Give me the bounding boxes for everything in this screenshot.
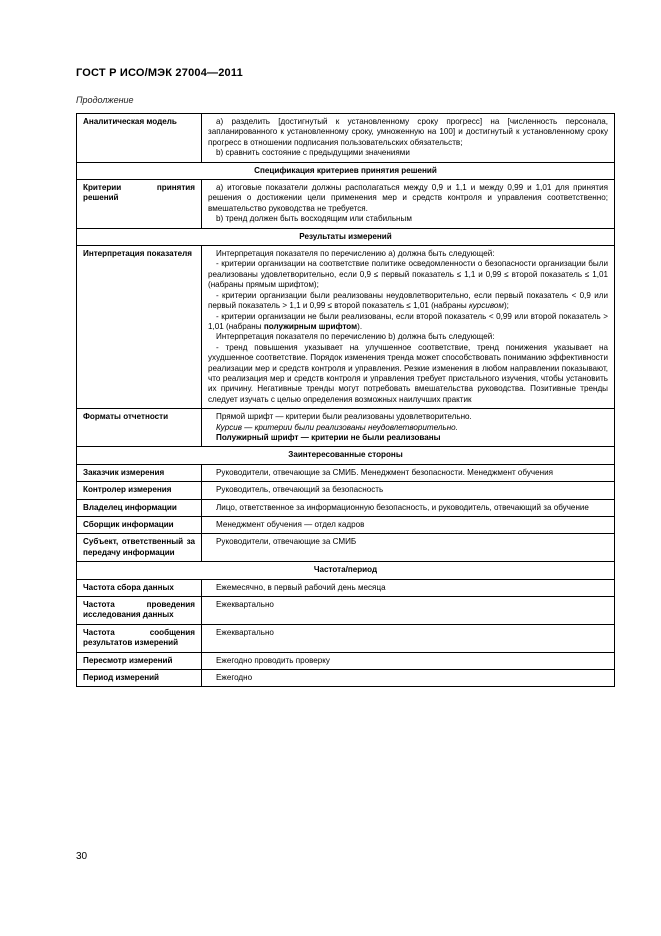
row-label-reporting-formats: Форматы отчетности (77, 409, 202, 447)
section-row (77, 562, 615, 579)
table-row (77, 670, 615, 687)
cell-text: Руководители, отвечающие за СМИБ. Менеджмент безопасности. Менеджмент обучения (216, 467, 553, 477)
table-row (77, 579, 615, 596)
row-label-decision-criteria: Критерии принятия решений (77, 180, 202, 229)
section-row (77, 228, 615, 245)
interpretation-paragraph: - критерии организации на соответствие политике осведомленности о безопасности организации были реализованы удовлетворительно, если 0,9 ≤ первый показатель ≤ 1,1 и 0,99 ≤ второй показатель ≤ 1,01 (набраны прямым шрифтом); (208, 259, 608, 290)
interpretation-text: курсивом (468, 301, 504, 311)
format-line-italic: Курсив — критерии были реализованы неудовлетворительно. (216, 422, 458, 432)
section-heading-results: Результаты измерений (77, 228, 615, 245)
row-value-measurement-revision (202, 652, 615, 669)
document-header: ГОСТ Р ИСО/МЭК 27004—2011 (76, 67, 243, 79)
row-label-measurement-revision: Пересмотр измерений (77, 652, 202, 669)
row-value-analysis-frequency (202, 597, 615, 625)
row-value-communicator (202, 534, 615, 562)
interpretation-paragraph: - тренд повышения указывает на улучшенное соответствие, тренд понижения указывает на ухудшенное соответствие. Порядок изменения тренда может способствовать пониманию эффективности реализации мер и средств контроля и управления. Резкие изменения в любом направлении показывают, что реализация мер и средств контроля и управления требует пристального изучения, чтобы установить их причину. Негативные тренды могут потребовать вмешательства руководства. Позитивные тренды следует изучать с целью определения возможных наилучших практик (208, 342, 608, 404)
page-number: 30 (76, 851, 88, 862)
row-label-communicator: Субъект, ответственный за передачу информации (77, 534, 202, 562)
section-heading-decision: Спецификация критериев принятия решений (77, 162, 615, 179)
format-line-regular: Прямой шрифт — критерии были реализованы удовлетворительно. (216, 412, 472, 422)
row-label-measurement-reviewer: Контролер измерения (77, 482, 202, 499)
row-label-collection-frequency: Частота сбора данных (77, 579, 202, 596)
cell-text: Руководитель, отвечающий за безопасность (216, 485, 384, 495)
row-value-measurement-period (202, 670, 615, 687)
cell-text: Руководители, отвечающие за СМИБ (216, 537, 357, 547)
interpretation-text: - критерии организации были реализованы неудовлетворительно, если первый показатель < 0,9 или первый показатель > 1,1 и 0,99 ≤ второй показатель ≤ 1,01 (набраны (208, 290, 608, 311)
row-label-information-collector: Сборщик информации (77, 517, 202, 534)
section-row (77, 447, 615, 464)
interpretation-paragraph: Интерпретация показателя по перечислению а) должна быть следующей: (216, 249, 495, 259)
row-value-reporting-frequency (202, 624, 615, 652)
specification-table (76, 113, 615, 687)
cell-text: Ежемесячно, в первый рабочий день месяца (216, 582, 386, 592)
row-label-reporting-frequency: Частота сообщения результатов измерений (77, 624, 202, 652)
row-value-measurement-reviewer (202, 482, 615, 499)
row-value-information-collector (202, 517, 615, 534)
interpretation-text: ); (503, 301, 509, 311)
table-row (77, 499, 615, 516)
table-row (77, 482, 615, 499)
cell-text: Ежеквартально (216, 627, 274, 637)
cell-text: Ежегодно (216, 673, 253, 683)
section-heading-frequency: Частота/период (77, 562, 615, 579)
row-value-measurement-customer (202, 464, 615, 481)
table-row (77, 409, 615, 447)
table-row (77, 652, 615, 669)
table-row (77, 114, 615, 163)
cell-text: Лицо, ответственное за информационную безопасность, и руководитель, отвечающий за обучение (216, 502, 589, 512)
format-line-bold: Полужирный шрифт — критерии не были реализованы (216, 432, 441, 442)
cell-text: Менеджмент обучения — отдел кадров (216, 520, 365, 529)
row-label-information-owner: Владелец информации (77, 499, 202, 516)
interpretation-text: - критерии организации не были реализованы, если второй показатель < 0,99 или второй показатель > 1,01 (набраны (208, 311, 608, 331)
interpretation-text: ). (357, 321, 363, 331)
decision-criteria-item-b: b) тренд должен быть восходящим или стабильным (216, 214, 412, 224)
row-label-measurement-period: Период измерений (77, 670, 202, 687)
table-row (77, 517, 615, 534)
row-label-measurement-customer: Заказчик измерения (77, 464, 202, 481)
table-row (77, 534, 615, 562)
table-row (77, 464, 615, 481)
section-row (77, 162, 615, 179)
row-label-interpretation: Интерпретация показателя (77, 246, 202, 409)
row-value-analytic-model (202, 114, 615, 163)
interpretation-paragraph (208, 312, 608, 333)
section-heading-stakeholders: Заинтересованные стороны (77, 447, 615, 464)
row-value-interpretation (202, 246, 615, 409)
cell-text: Ежеквартально (216, 600, 274, 610)
table-row (77, 246, 615, 409)
row-value-reporting-formats (202, 409, 615, 447)
interpretation-paragraph (208, 291, 608, 312)
row-value-collection-frequency (202, 579, 615, 596)
row-label-analysis-frequency: Частота проведения исследования данных (77, 597, 202, 625)
row-label-analytic-model: Аналитическая модель (77, 114, 202, 163)
row-value-information-owner (202, 499, 615, 516)
interpretation-paragraph: Интерпретация показателя по перечислению b) должна быть следующей: (216, 332, 495, 342)
analytic-model-item-b: b) сравнить состояние с предыдущими значениями (216, 148, 410, 158)
table-row (77, 180, 615, 229)
table-row (77, 624, 615, 652)
analytic-model-item-a: a) разделить [достигнутый к установленному сроку прогресс] на [численность персонала, запланированного к установленному сроку, умноженную на 100] и достигнутый к установленному сроку прогресс в отношении подписания пользовательских обязательств; (208, 117, 608, 147)
decision-criteria-item-a: a) итоговые показатели должны располагаться между 0,9 и 1,1 и между 0,99 и 1,01 для принятия решения о достижении цели применения мер и средств контроля и управления соответственно; вмешательство руководства не требуется. (208, 183, 608, 213)
cell-text: Ежегодно проводить проверку (216, 655, 330, 665)
row-value-decision-criteria (202, 180, 615, 229)
interpretation-text: полужирным шрифтом (263, 321, 358, 331)
continuation-label: Продолжение (76, 95, 134, 105)
table-row (77, 597, 615, 625)
